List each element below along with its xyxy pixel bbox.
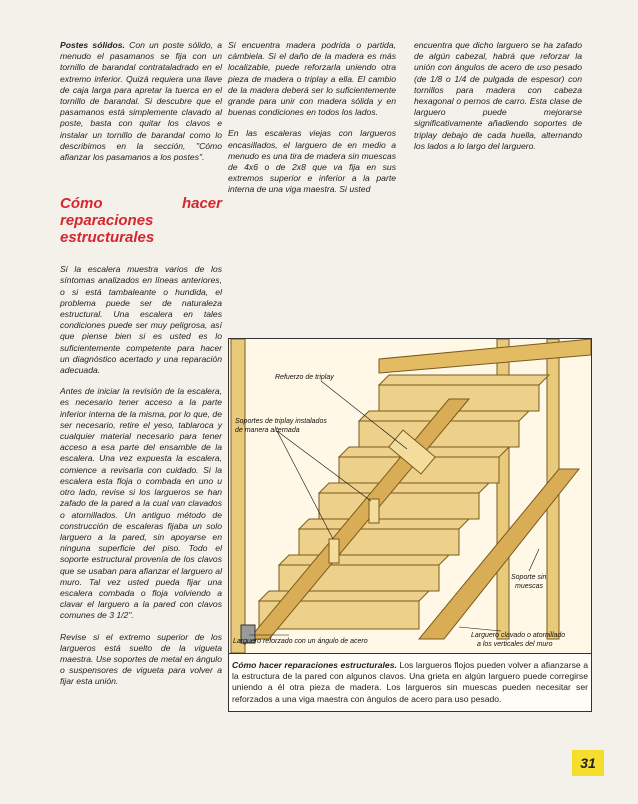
paragraph-postes-text: Con un poste sólido, a menudo el pasamanos se fija con un tornillo de barandal contrataladrado en el extremo inferior. Quizá requiera una llave de caja larga para apretar la tuerca en el tornillo de barandal. Si descubre que el pasamanos está simplemente clavado al poste, basta con quitar los clavos e instalar un tornillo de barandal como lo describimos en la sección, "Cómo afianzar los pasamanos a los postes". bbox=[60, 40, 223, 163]
stair-illustration bbox=[228, 338, 592, 654]
column-left bbox=[60, 40, 222, 698]
paragraph-postes bbox=[60, 40, 222, 163]
plywood-support bbox=[329, 539, 339, 563]
plywood-support bbox=[369, 499, 379, 523]
paragraph-escaleras-viejas: En las escaleras viejas con largueros encasillados, el larguero de en medio a menudo es una tira de madera sin muescas de 4x6 o de 2x8 que va fija en sus extremos superior e inferior a la parte interna de una viga maestra. Si usted bbox=[228, 128, 396, 195]
label-soporte-sin-1: Soporte sin bbox=[511, 574, 547, 581]
label-refuerzo: Refuerzo de triplay bbox=[275, 374, 334, 381]
column-middle bbox=[228, 40, 396, 206]
paragraph-sintomas: Si la escalera muestra varios de los síntomas analizados en líneas anteriores, o si está tambaleante o hundida, el problema puede ser de naturaleza estructural. Una escalera en tales condiciones puede ser muy peligrosa, así que piense bien si es usted es lo suficientemente competente para hacer un diagnóstico acertado y una reparación adecuada. bbox=[60, 264, 222, 376]
caption-title: Cómo hacer reparaciones estructurales. bbox=[232, 660, 397, 670]
label-larguero-reforzado: Larguero reforzado con un ángulo de acero bbox=[233, 638, 368, 645]
label-clavado-1: Larguero clavado o atornillado bbox=[471, 632, 566, 639]
caption-text: Los largueros flojos pueden volver a afianzarse a la estructura de la pared con algunos clavos. Una grieta en algún larguero puede corregirse uniendo a él otra pieza de madera. Los largueros sin muescas pueden necesitar ser reforzados a una viga maestra con ángulos de acero para uso pesado. bbox=[232, 660, 588, 704]
label-soportes-1: Soportes de triplay instalados bbox=[235, 418, 327, 425]
column-right bbox=[414, 40, 582, 162]
figure-caption bbox=[228, 654, 592, 712]
wall-stud bbox=[231, 339, 245, 653]
stair-drawing bbox=[229, 339, 591, 653]
page-number: 31 bbox=[572, 750, 604, 776]
paragraph-extremo: Revise si el extremo superior de los largueros está suelto de la vigueta maestra. Use soportes de metal en ángulo o suspensores de vigueta para volver a fijar esta unión. bbox=[60, 631, 222, 687]
paragraph-madera-podrida: Si encuentra madera podrida o partida, cámbiela. Si el daño de la madera es más localizable, puede reforzarla uniendo otra pieza de madera o triplay a ella. El cambio de la madera deberá ser lo suficientemente grande para unir con madera sólida y en buenas condiciones en todos los lados. bbox=[228, 40, 396, 118]
lead-postes-solidos: Postes sólidos. bbox=[60, 40, 125, 50]
label-clavado-2: a los verticales del muro bbox=[477, 641, 553, 648]
paragraph-larguero-zafado: encuentra que dicho larguero se ha zafado de algún cabezal, habrá que reforzar la unión con ángulos de acero de uso pesado (de 1/8 o 1/4 de pulgada de espesor) con tornillos para madera con cabeza hexagonal o pernos de carro. Esta clase de larguero puede mejorarse significativamente añadiendo soportes de triplay debajo de cada huella, alternando los lados a lo largo del larguero. bbox=[414, 40, 582, 151]
paragraph-revision: Antes de iniciar la revisión de la escalera, es necesario tener acceso a la parte inferior interna de la misma, por lo que, de ser necesario, retire el yeso, tablaroca y cualquier material necesario para tener acceso a esa parte del ensamble de la escalera. Una vez expuesta la escalera, comience a revisarla con cuidado. Si la escalera esta floja o combada en uno u otro lado, revise si los largueros se han zafado de la pared a la cual van clavados o atornillados. Un antiguo método de construcción de escaleras fijaba un solo larguero a la pared, sin apoyarse en ninguna superficie del piso. Todo el soporte estructural provenía de los clavos que se usaban para afianzar el larguero al muro. Tal vez usted pueda fijar una escalera combada o floja volviendo a clavar el larguero a la pared con clavos comunes de 3 1/2". bbox=[60, 386, 222, 621]
label-soportes-2: de manera alternada bbox=[235, 427, 300, 434]
section-heading: Cómo hacer reparaciones estructurales bbox=[60, 195, 222, 247]
label-soporte-sin-2: muescas bbox=[515, 583, 544, 590]
